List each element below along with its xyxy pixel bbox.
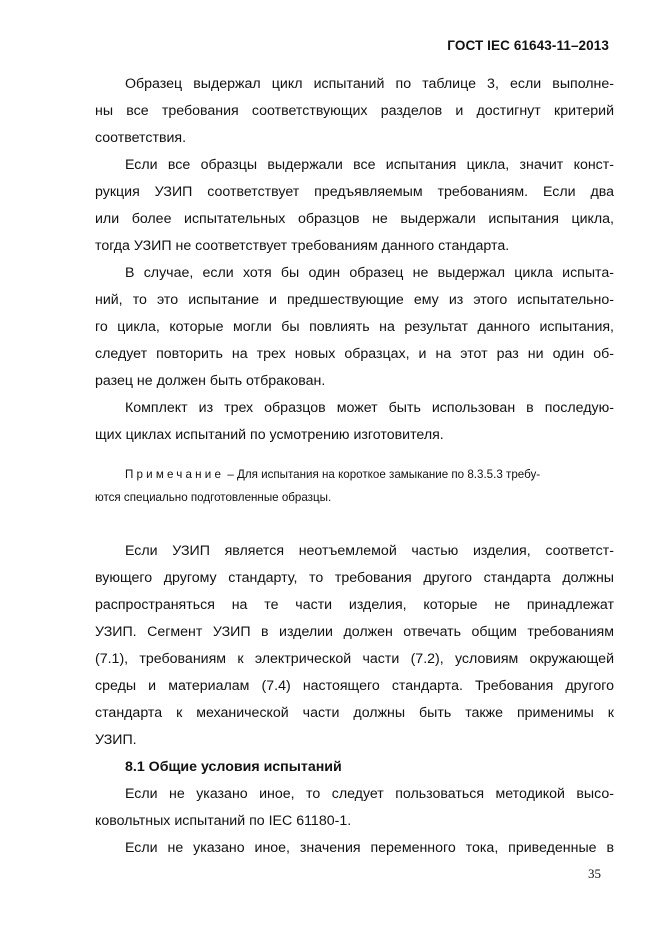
note-prefix: Примечание (125, 468, 225, 481)
paragraph-line: Комплект из трех образцов может быть использован в последую- (125, 400, 614, 416)
paragraph-line: В случае, если хотя бы один образец не выдержал цикла испыта- (125, 265, 614, 281)
note-line: ются специально подготовленные образцы. (95, 491, 332, 504)
paragraph-line: Если УЗИП является неотъемлемой частью изделия, соответст- (125, 543, 614, 559)
paragraph-line: или более испытательных образцов не выдержали испытания цикла, (95, 211, 614, 227)
paragraph-line: рукция УЗИП соответствует предъявляемым требованиям. Если два (95, 184, 614, 200)
paragraph-line: соответствия. (95, 130, 187, 146)
note-text: – Для испытания на короткое замыкание по 8.3.5.3 требу- (224, 468, 541, 481)
paragraph-line: ны все требования соответствующих разделов и достигнут критерий (95, 103, 614, 119)
paragraph-line: распространяться на те части изделия, которые не принадлежат (95, 597, 614, 613)
paragraph-line: ний, то это испытание и предшествующие ему из этого испытательно- (95, 292, 614, 308)
paragraph-line: Если все образцы выдержали все испытания цикла, значит конст- (125, 157, 614, 173)
paragraph-line: щих циклах испытаний по усмотрению изготовителя. (95, 427, 444, 443)
paragraph-line: среды и материалам (7.4) настоящего стандарта. Требования другого (95, 678, 614, 694)
paragraph-line: следует повторить на трех новых образцах, и на этот раз ни один об- (95, 346, 614, 362)
note-line (125, 467, 540, 483)
paragraph-line: тогда УЗИП не соответствует требованиям данного стандарта. (95, 238, 510, 254)
paragraph-line: (7.1), требованиям к электрической части (7.2), условиям окружающей (95, 651, 614, 667)
paragraph-line: го цикла, которые могли бы повлиять на результат данного испытания, (95, 319, 614, 335)
standard-header: ГОСТ IEC 61643-11–2013 (447, 38, 609, 53)
paragraph-line: вующего другому стандарту, то требования другого стандарта должны (95, 570, 614, 586)
paragraph-line: Если не указано иное, значения переменного тока, приведенные в (125, 840, 614, 856)
section-heading: 8.1 Общие условия испытаний (125, 759, 342, 775)
paragraph-line: разец не должен быть отбракован. (95, 373, 326, 389)
paragraph-line: ковольтных испытаний по IEC 61180-1. (95, 813, 352, 829)
paragraph-line: УЗИП. Сегмент УЗИП в изделии должен отвечать общим требованиям (95, 624, 614, 640)
page-number: 35 (588, 866, 601, 881)
paragraph-line: Образец выдержал цикл испытаний по таблице 3, если выполне- (125, 76, 614, 92)
paragraph-line: стандарта к механической части должны быть также применимы к (95, 705, 614, 721)
paragraph-line: Если не указано иное, то следует пользоваться методикой высо- (125, 786, 614, 802)
paragraph-line: УЗИП. (95, 732, 137, 748)
